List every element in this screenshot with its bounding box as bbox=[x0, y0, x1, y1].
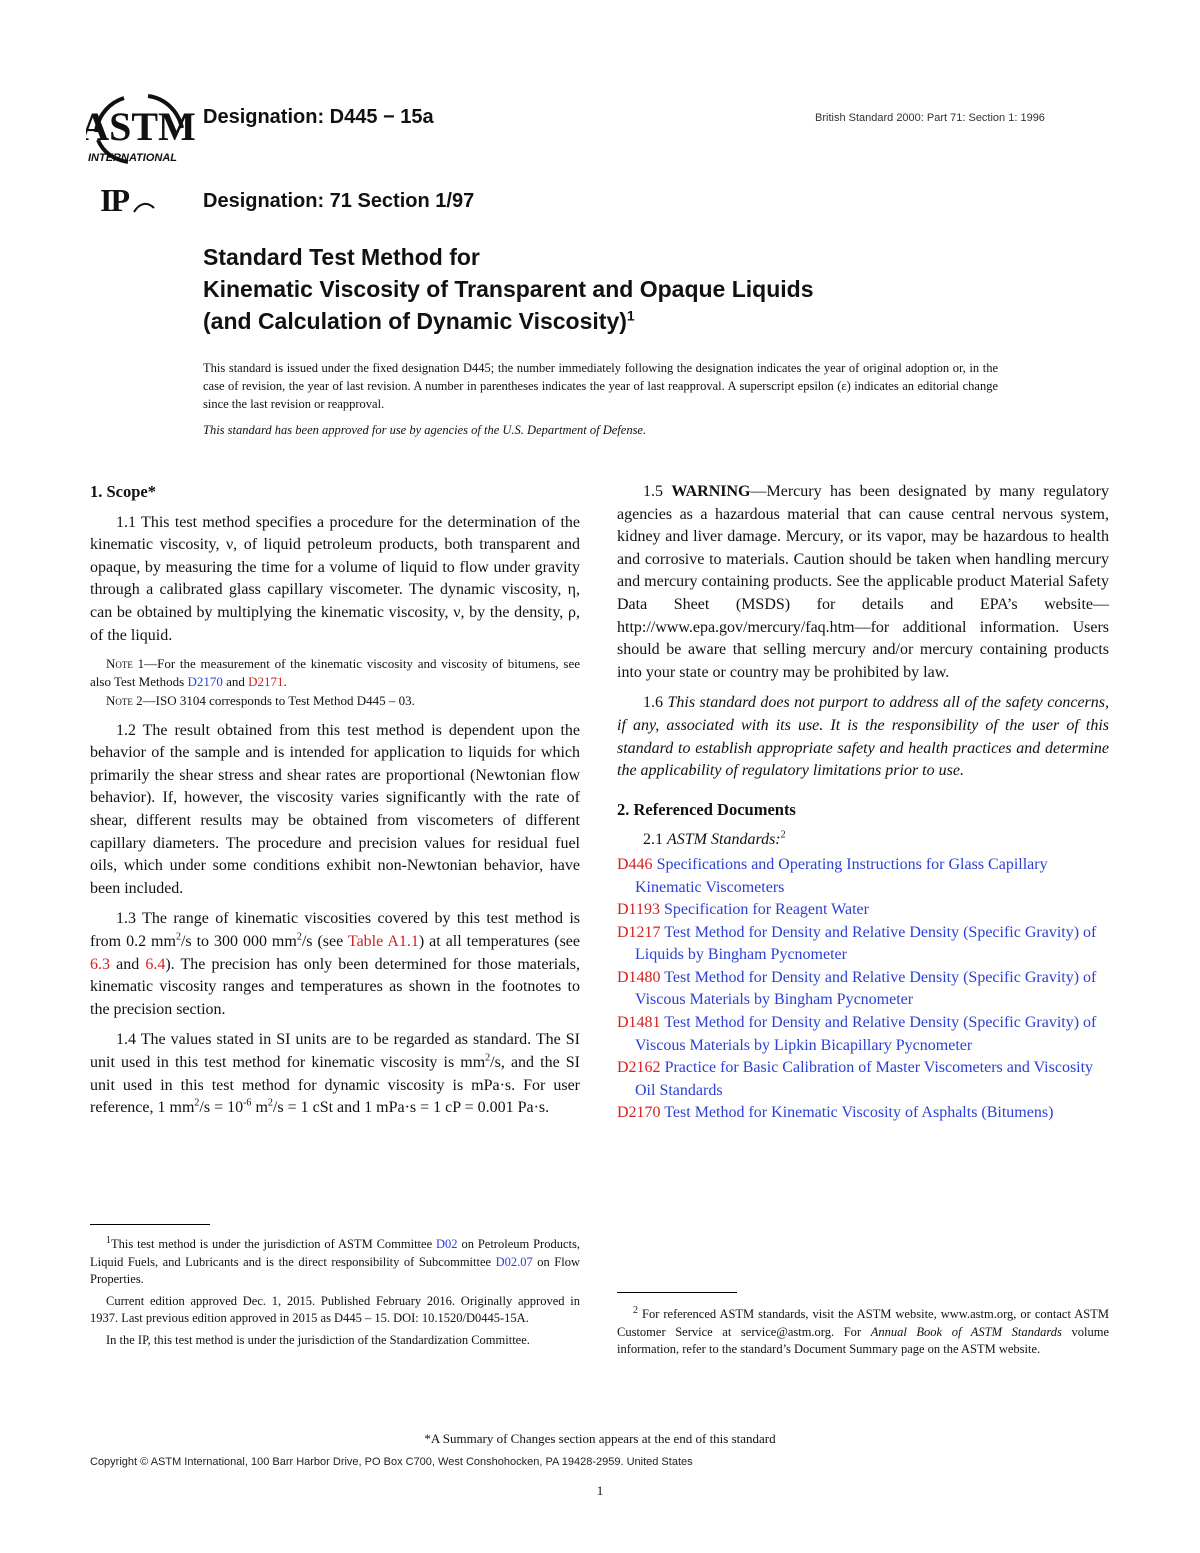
ip-designation: Designation: 71 Section 1/97 bbox=[203, 190, 475, 212]
ip-logo bbox=[100, 182, 160, 222]
para-1-4: 1.4 The values stated in SI units are to be regarded as standard. The SI unit used in this test method for kinematic viscosity is $mm^2/s$, and the SI unit used in this test method for dynamic viscosity is mPa·s. For user reference, 1 $mm^2/s = 10^{-6}$ $m^2/s = 1$ cSt and 1 mPa·s = 1 cP = 0.001 Pa·s. bbox=[90, 1031, 581, 1117]
document-title bbox=[203, 241, 1103, 337]
footnote-1-ip: In the IP, this test method is under the jurisdiction of the Standardization Committee. bbox=[106, 1332, 530, 1347]
ref-item[interactable]: D1480 Test Method for Density and Relative Density (Specific Gravity) of Viscous Materials by Bingham Pycnometer bbox=[617, 968, 1097, 1009]
left-column bbox=[90, 481, 580, 1128]
link-d2170-note[interactable]: D2170 bbox=[187, 673, 223, 689]
para-1-2: 1.2 The result obtained from this test method is dependent upon the behavior of the sample and is intended for application to liquids for which primarily the shear stress and shear rates are proportional (Newtonian flow behavior). If, however, the viscosity varies significantly with the rate of shear, different results may be obtained from viscometers of different capillary diameters. The procedure and precision values for residual fuel oils, which under some conditions exhibit non-Newtonian behavior, have been included. bbox=[90, 721, 580, 897]
ref-item[interactable]: D2162 Practice for Basic Calibration of Master Viscometers and Viscosity Oil Standards bbox=[617, 1059, 1094, 1099]
para-2-1: 2.1 ASTM Standards:$^2$ bbox=[643, 829, 786, 849]
para-1-5: 1.5 WARNING—Mercury has been designated by many regulatory agencies as a hazardous material that can cause central nervous system, kidney and liver damage. Mercury, or its vapor, may be hazardous to health and corrosive to materials. Caution should be taken when handling mercury and mercury containing products. See the applicable product Material Safety Data Sheet (MSDS) for details and EPA’s website—http://www.epa.gov/mercury/faq.htm—for additional information. Users should be aware that selling mercury and/or mercury containing products into your state or country may be prohibited by law. bbox=[617, 483, 1110, 681]
note-1: Note 1—For the measurement of the kinematic viscosity and viscosity of bitumens, see also Test Methods D2170 and D2171. bbox=[90, 656, 580, 689]
para-1-6: 1.6 This standard does not purport to address all of the safety concerns, if any, associated with its use. It is the responsibility of the user of this standard to establish appropriate safety and health practices and determine the applicability of regulatory limitations prior to use. bbox=[617, 694, 1110, 780]
link-subcommittee-d02-07[interactable]: D02.07 bbox=[495, 1254, 533, 1269]
link-d2171-note[interactable]: D2171 bbox=[248, 673, 284, 689]
page-number: 1 bbox=[596, 1483, 604, 1498]
link-table-a1-1[interactable]: Table A1.1 bbox=[347, 933, 419, 950]
ref-item[interactable]: D446 Specifications and Operating Instructions for Glass Capillary Kinematic Viscometers bbox=[617, 855, 1048, 896]
ip-logo-text: IP bbox=[100, 182, 128, 218]
link-section-6-4[interactable]: 6.4 bbox=[145, 955, 166, 973]
ref-item[interactable]: D2170 Test Method for Kinematic Viscosity of Asphalts (Bitumens) bbox=[617, 1104, 1054, 1122]
left-footnotes bbox=[90, 1236, 580, 1353]
astm-logo-subtitle: INTERNATIONAL bbox=[88, 152, 178, 164]
link-committee-d02[interactable]: D02 bbox=[436, 1237, 458, 1251]
ref-item[interactable]: D1217 Test Method for Density and Relative Density (Specific Gravity) of Liquids by Bingham Pycnometer bbox=[617, 923, 1097, 964]
title-footnote-ref[interactable]: 1 bbox=[626, 307, 635, 324]
right-footnote-rule bbox=[617, 1292, 737, 1293]
title-line-1: Standard Test Method for bbox=[203, 244, 480, 270]
title-line-2: Kinematic Viscosity of Transparent and Opaque Liquids bbox=[203, 276, 814, 302]
astm-logo-letters: ASTM bbox=[86, 104, 196, 149]
footnote-2: $^2$ For referenced ASTM standards, visit the ASTM website, www.astm.org, or contact ASTM Customer Service at service@astm.org. For Annual Book of ASTM Standards volume information, refer to the standard’s Document Summary page on the ASTM website. bbox=[617, 1304, 1110, 1356]
ref-item[interactable]: D1481 Test Method for Density and Relative Density (Specific Gravity) of Viscous Materials by Lipkin Bicapillary Pycnometer bbox=[617, 1014, 1097, 1054]
dod-approval: This standard has been approved for use by agencies of the U.S. Department of Defense. bbox=[203, 423, 647, 437]
note-2: Note 2—ISO 3104 corresponds to Test Method D445 – 03. bbox=[106, 693, 415, 709]
section-1-heading: 1. Scope* bbox=[90, 482, 156, 501]
para-1-3: 1.3 The range of kinematic viscosities covered by this test method is from 0.2 $mm^2/s$ to 300 000 $mm^2/s$ (see Table A1.1) at all temperatures (see 6.3 and 6.4). The precision has only been determined for those materials, kinematic viscosity ranges and temperatures as shown in the footnotes to the precision section. bbox=[90, 910, 581, 1018]
right-column bbox=[617, 481, 1109, 1125]
astm-logo bbox=[86, 88, 196, 168]
section-2-heading: 2. Referenced Documents bbox=[617, 799, 796, 819]
referenced-standards-list bbox=[617, 854, 1109, 1125]
bsi-designation: British Standard 2000: Part 71: Section 1: 1996 bbox=[815, 112, 1045, 124]
summary-of-changes-note: *A Summary of Changes section appears at the end of this standard bbox=[424, 1431, 776, 1446]
para-1-1: 1.1 This test method specifies a procedure for the determination of the kinematic viscosity, ν, of liquid petroleum products, both transparent and opaque, by measuring the time for a volume of liquid to flow under gravity through a calibrated glass capillary viscometer. The dynamic viscosity, η, can be obtained by multiplying the kinematic viscosity, ν, by the density, ρ, of the liquid. bbox=[90, 513, 580, 644]
right-footnotes bbox=[617, 1306, 1109, 1363]
footnote-1-edition: Current edition approved Dec. 1, 2015. Published February 2016. Originally approved in 1937. Last previous edition approved in 2015 as D445 – 15. DOI: 10.1520/D0445-15A. bbox=[90, 1293, 580, 1325]
astm-designation: Designation: D445 − 15a bbox=[203, 106, 434, 128]
ref-item[interactable]: D1193 Specification for Reagent Water bbox=[617, 901, 869, 919]
copyright-line: Copyright © ASTM International, 100 Barr Harbor Drive, PO Box C700, West Conshohocken, PA 19428-2959. United States bbox=[90, 1456, 693, 1468]
title-line-3: (and Calculation of Dynamic Viscosity)$^1$ bbox=[203, 307, 635, 334]
link-section-6-3[interactable]: 6.3 bbox=[90, 955, 110, 973]
ip-logo-swoosh-icon bbox=[132, 198, 156, 218]
issuance-notice bbox=[203, 359, 998, 439]
footnote-1: $^1$This test method is under the jurisdiction of ASTM Committee D02 on Petroleum Products, Liquid Fuels, and Lubricants and is the direct responsibility of Subcommittee D02.07 on Flow Properties. bbox=[90, 1234, 580, 1286]
left-footnote-rule bbox=[90, 1224, 210, 1225]
issuance-notice-text: This standard is issued under the fixed designation D445; the number immediately following the designation indicates the year of original adoption or, in the case of revision, the year of last revision. A number in parentheses indicates the year of last reapproval. A superscript epsilon (ε) indicates an editorial change since the last revision or reapproval. bbox=[203, 361, 998, 411]
